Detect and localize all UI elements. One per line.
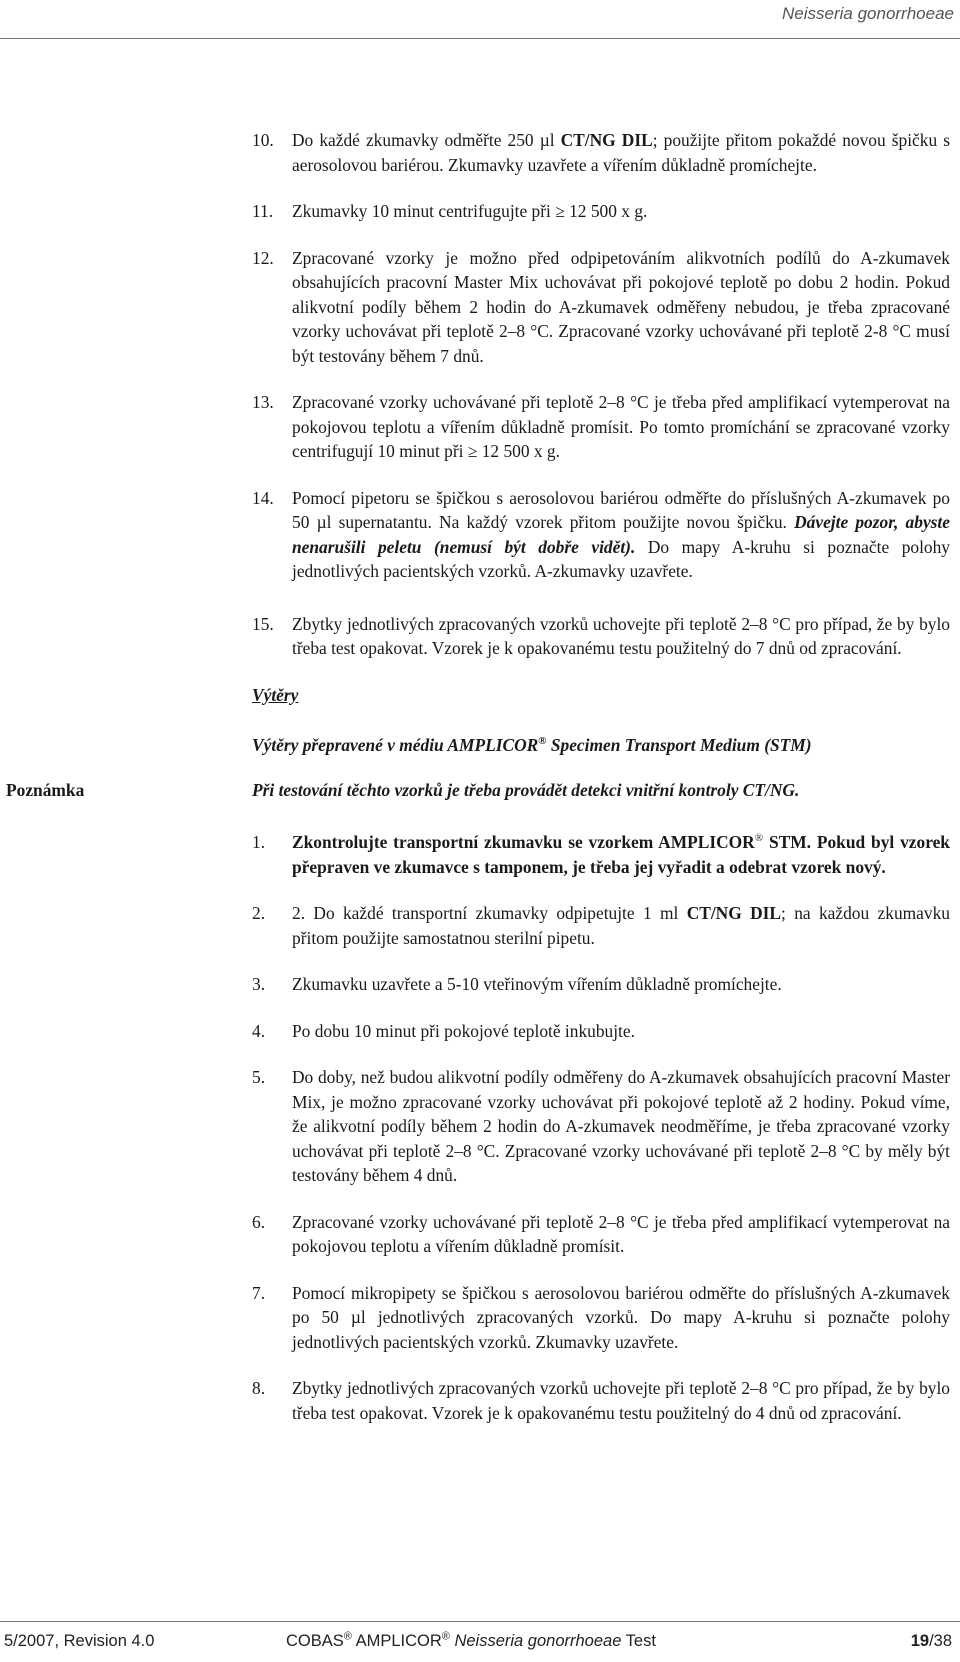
- step-text: [292, 1376, 950, 1425]
- list-item: [252, 612, 950, 661]
- registered-mark: ®: [754, 832, 764, 845]
- step-text-run: 2. Do každé transportní zkumavky odpipetujte 1 ml: [292, 903, 687, 923]
- list-item: [252, 1281, 950, 1355]
- step-text-run: Zbytky jednotlivých zpracovaných vzorků uchovejte při teplotě 2–8 °C pro případ, že by bylo třeba test opakovat. Vzorek je k opakovanému testu použitelný do 4 dnů od zpracování.: [292, 1378, 950, 1423]
- page-total: /38: [929, 1632, 952, 1650]
- step-number: 14.: [252, 487, 274, 508]
- step-number: 10.: [252, 130, 274, 150]
- step-number: 2.: [252, 903, 266, 923]
- step-text: [292, 901, 950, 950]
- step-number: 6.: [252, 1211, 266, 1232]
- step-number: 13.: [252, 392, 274, 412]
- step-number: 15.: [252, 613, 274, 634]
- registered-mark: ®: [538, 735, 547, 748]
- step-text: [292, 128, 950, 177]
- page-body: [6, 128, 951, 1425]
- list-item: [252, 1210, 950, 1259]
- step-text-run: Zpracované vzorky uchovávané při teplotě 2–8 °C je třeba před amplifikací vytemperovat na pokojovou teplotu a vířením důkladně promísit. Po tomto promíchání se zpracované vzorky centrifugují 10 minut při ≥ 12 500 x g.: [292, 392, 950, 461]
- list-item: [252, 246, 950, 369]
- list-item: [252, 901, 950, 950]
- step-text-run: Po dobu 10 minut při pokojové teplotě inkubujte.: [292, 1020, 635, 1041]
- step-text: [292, 612, 950, 661]
- step-text-run: CT/NG DIL: [686, 903, 782, 923]
- note-block: [6, 778, 950, 803]
- header-divider: [0, 38, 960, 39]
- page-current: 19: [910, 1632, 930, 1650]
- step-text-run: ; použijte přitom pokaždé novou špičku s aerosolovou bariérou. Zkumavky uzavřete a vířením důkladně promíchejte.: [292, 130, 950, 175]
- step-text-run: ; na každou zkumavku přitom použijte samostatnou sterilní pipetu.: [292, 903, 950, 948]
- footer-revision: 5/2007, Revision 4.0: [4, 1632, 155, 1650]
- step-text-run: Zkumavku uzavřete a 5-10 vteřinovým vířením důkladně promíchejte.: [292, 974, 782, 994]
- page-number: [911, 1632, 952, 1651]
- step-text-run: Dávejte pozor, abyste nenarušili peletu (nemusí být dobře vidět).: [292, 512, 950, 557]
- registered-mark: ®: [441, 1630, 450, 1643]
- section-heading: Výtěry: [252, 684, 299, 705]
- step-text-run: Zkontrolujte transportní zkumavku se vzorkem AMPLICOR: [292, 832, 755, 852]
- footer-product-name: [286, 1632, 656, 1651]
- footer-organism: Neisseria gonorrhoeae: [449, 1632, 622, 1650]
- running-header-title: Neisseria gonorrhoeae: [782, 4, 954, 23]
- page-footer: [0, 1632, 956, 1656]
- list-item: [252, 1376, 950, 1425]
- subheading-text: Výtěry přepravené v médiu AMPLICOR: [252, 735, 539, 755]
- list-item: [252, 1065, 950, 1188]
- step-number: 5.: [252, 1067, 266, 1087]
- list-item: [252, 830, 950, 879]
- step-number: 7.: [252, 1282, 266, 1303]
- note-label: Poznámka: [6, 779, 85, 800]
- step-number: 4.: [252, 1020, 266, 1041]
- step-text-run: Zbytky jednotlivých zpracovaných vzorků uchovejte při teplotě 2–8 °C pro případ, že by bylo třeba test opakovat. Vzorek je k opakovanému testu použitelný do 7 dnů od zpracování.: [292, 613, 950, 658]
- step-text: [292, 199, 950, 224]
- list-item: [252, 128, 950, 177]
- footer-divider: [0, 1621, 960, 1622]
- step-text-run: Do mapy A-kruhu si poznačte polohy jednotlivých pacientských vzorků. A-zkumavky uzavřete.: [292, 536, 951, 581]
- list-item: [252, 486, 950, 584]
- subsection-heading: [252, 733, 950, 758]
- step-text: [292, 1065, 950, 1188]
- step-text-run: Do každé zkumavky odměřte 250 µl: [292, 130, 561, 150]
- step-text: [292, 1281, 950, 1355]
- step-text-run: Do doby, než budou alikvotní podíly odměřeny do A-zkumavek obsahujících pracovní Master Mix, je možno zpracované vzorky uchovávat při pokojové teplotě až 2 hodiny. Pokud víme, že alikvotní podíly během 2 hodin do A-zkumavek neodměříme, je třeba zpracované vzorky uchovávat při teplotě 2–8 °C. Zpracované vzorky uchovávané při teplotě 2–8 °C by měly být testovány během 4 dnů.: [292, 1067, 950, 1185]
- registered-mark: ®: [343, 1630, 352, 1643]
- step-text: [292, 830, 950, 879]
- step-text: [292, 1210, 950, 1259]
- list-item: [252, 199, 950, 224]
- step-number: 8.: [252, 1378, 266, 1398]
- step-text: [292, 486, 950, 584]
- list-item: [252, 972, 950, 997]
- footer-test: Test: [621, 1632, 656, 1650]
- step-number: 12.: [252, 247, 274, 268]
- steps-list-top: [252, 128, 950, 661]
- footer-brand-2: AMPLICOR: [351, 1632, 442, 1650]
- step-text: [292, 1019, 950, 1044]
- step-text-run: Zkumavky 10 minut centrifugujte při ≥ 12 500 x g.: [292, 201, 648, 221]
- step-text: [292, 390, 950, 464]
- step-text-run: Zpracované vzorky uchovávané při teplotě 2–8 °C je třeba před amplifikací vytemperovat na pokojovou teplotu a vířením důkladně promísit.: [292, 1211, 950, 1256]
- step-text: [292, 972, 950, 997]
- step-text-run: Pomocí mikropipety se špičkou s aerosolovou bariérou odměřte do příslušných A-zkumavek po 50 µl jednotlivých zpracovaných vzorků. Do mapy A-kruhu si poznačte polohy jednotlivých pacientských vzorků. Zkumavky uzavřete.: [292, 1282, 950, 1352]
- step-number: 11.: [252, 201, 274, 221]
- subheading-text-end: Specimen Transport Medium (STM): [546, 735, 812, 755]
- step-text-run: CT/NG DIL: [560, 130, 653, 150]
- step-text-run: Zpracované vzorky je možno před odpipetováním alikvotních podílů do A-zkumavek obsahujících pracovní Master Mix uchovávat při pokojové teplotě po dobu 2 hodin. Pokud alikvotní podíly během 2 hodin do A-zkumavek odměřeny nebudou, je třeba zpracované vzorky uchovávat při teplotě 2–8 °C. Zpracované vzorky uchovávané při teplotě 2-8 °C musí být testovány během 7 dnů.: [292, 247, 950, 366]
- list-item: [252, 390, 950, 464]
- steps-list-bottom: [252, 830, 950, 1425]
- step-text-run: Pomocí pipetoru se špičkou s aerosolovou bariérou odměřte do příslušných A-zkumavek po 50 µl supernatantu. Na každý vzorek přitom použijte novou špičku.: [292, 487, 950, 532]
- footer-brand: COBAS: [286, 1632, 344, 1650]
- step-text: [292, 246, 950, 369]
- step-number: 1.: [252, 832, 266, 852]
- note-text: Při testování těchto vzorků je třeba provádět detekci vnitřní kontroly CT/NG.: [252, 779, 800, 800]
- list-item: [252, 1019, 950, 1044]
- step-text-run: STM. Pokud byl vzorek přepraven ve zkumavce s tamponem, je třeba jej vyřadit a odebrat vzorek nový.: [292, 832, 950, 877]
- step-number: 3.: [252, 974, 266, 994]
